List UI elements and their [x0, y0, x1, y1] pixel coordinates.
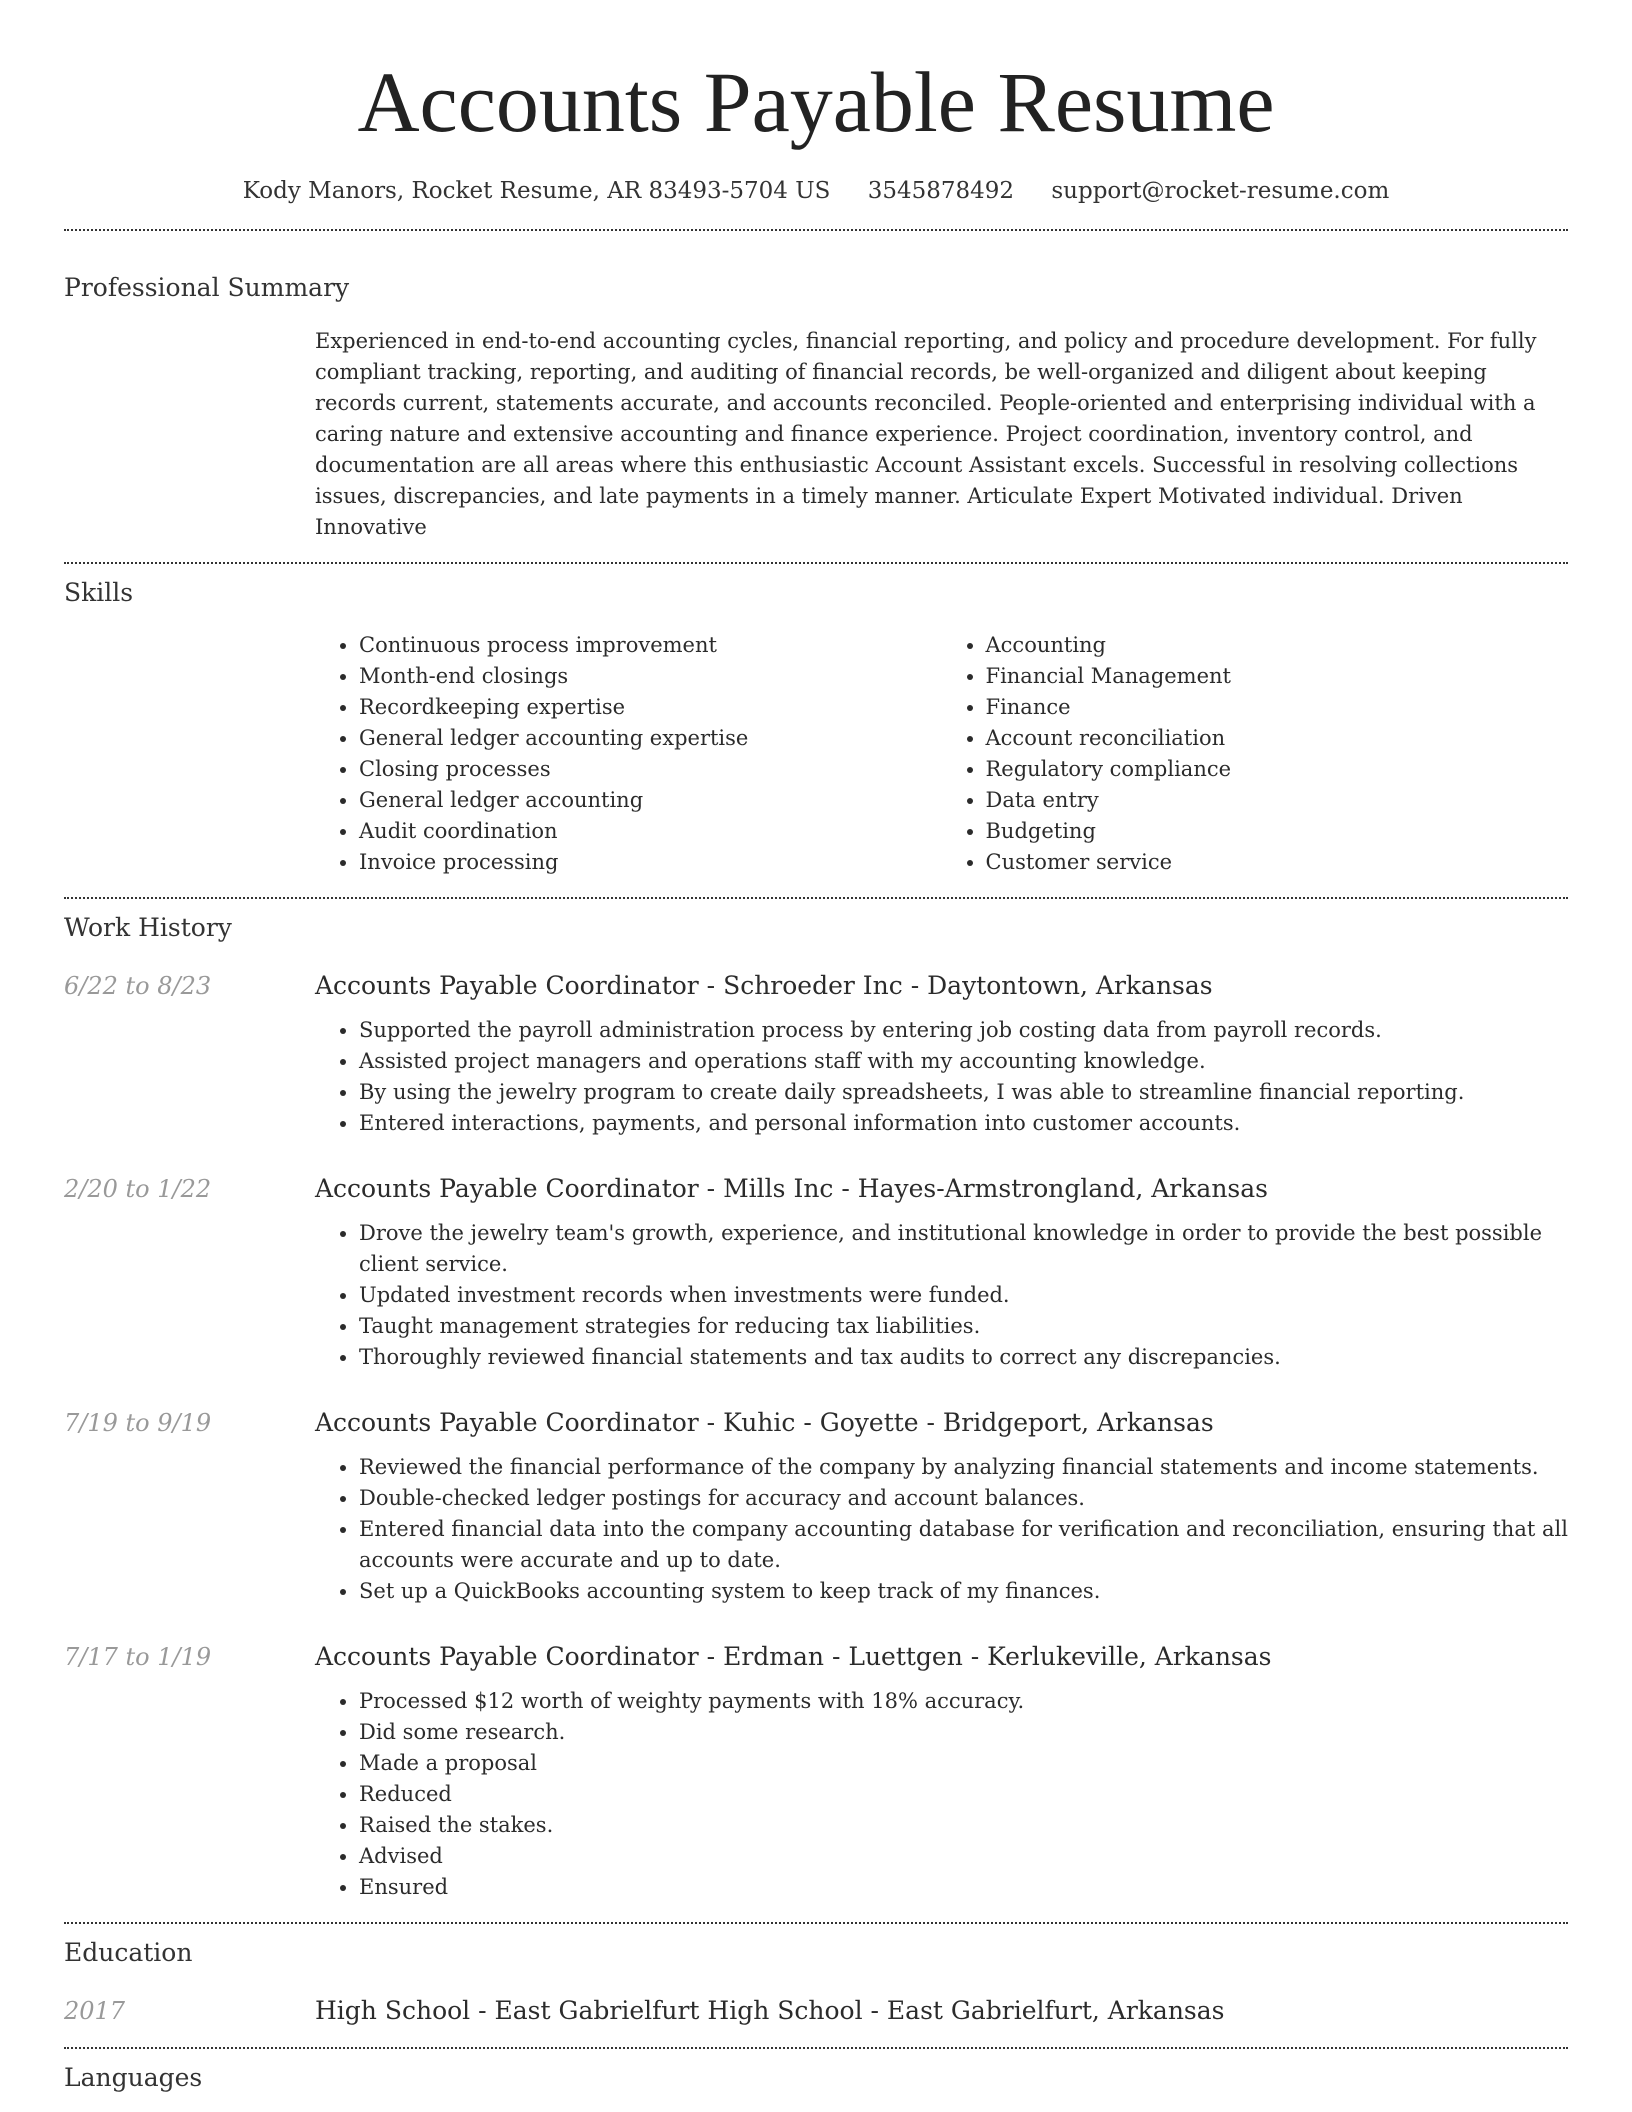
job-bullet: • Updated investment records when investments were funded.: [359, 1280, 1568, 1311]
contact-line: [64, 174, 1568, 208]
job-bullet: • Raised the stakes.: [359, 1810, 1568, 1841]
skill-item: • Month-end closings: [359, 661, 942, 692]
job-bullets: [315, 1218, 1568, 1373]
skills-columns: [315, 630, 1568, 878]
job-title: Accounts Payable Coordinator - Erdman - Luettgen - Kerlukeville, Arkansas: [315, 1642, 1272, 1671]
divider: [64, 897, 1568, 899]
resume-page: [64, 0, 1568, 2095]
job-bullet: • Reduced: [359, 1779, 1568, 1810]
skill-item: • General ledger accounting: [359, 785, 942, 816]
education-section: [64, 1936, 1568, 2028]
skills-list-left: [315, 630, 942, 878]
work-section: [64, 911, 1568, 1903]
job-bullet: • Entered financial data into the company accounting database for verification and reconciliation, ensuring that all accounts were accurate and up to date.: [359, 1514, 1568, 1576]
job-dates: 2/20 to 1/22: [64, 1175, 212, 1203]
job-bullet: • Entered interactions, payments, and personal information into customer accounts.: [359, 1108, 1568, 1139]
skill-item: • Accounting: [986, 630, 1569, 661]
skill-item: • Account reconciliation: [986, 723, 1569, 754]
skill-item: • Finance: [986, 692, 1569, 723]
education-title: High School - East Gabrielfurt High School - East Gabrielfurt, Arkansas: [315, 1996, 1225, 2025]
divider: [64, 2047, 1568, 2049]
job-bullets: [315, 1452, 1568, 1607]
skills-section: [64, 576, 1568, 878]
job-title: Accounts Payable Coordinator - Schroeder Inc - Daytontown, Arkansas: [315, 971, 1213, 1000]
skill-item: • Customer service: [986, 847, 1569, 878]
job-bullet: • Supported the payroll administration process by entering job costing data from payroll records.: [359, 1015, 1568, 1046]
job-bullets: [315, 1015, 1568, 1139]
skills-list-right: [942, 630, 1569, 878]
skill-item: • Budgeting: [986, 816, 1569, 847]
job-bullet: • Did some research.: [359, 1717, 1568, 1748]
job-bullet: • Drove the jewelry team's growth, experience, and institutional knowledge in order to provide the best possible client service.: [359, 1218, 1568, 1280]
job-bullet: • Double-checked ledger postings for accuracy and account balances.: [359, 1483, 1568, 1514]
skill-item: • Invoice processing: [359, 847, 942, 878]
divider: [64, 562, 1568, 564]
contact-email: support@rocket-resume.com: [1051, 178, 1390, 204]
skill-item: • Financial Management: [986, 661, 1569, 692]
job-dates: 7/19 to 9/19: [64, 1409, 212, 1437]
job-bullets: [315, 1686, 1568, 1903]
summary-text: Experienced in end-to-end accounting cycles, financial reporting, and policy and procedure development. For fully compliant tracking, reporting, and auditing of financial records, be well-organized and diligent about keeping records current, statements accurate, and accounts reconciled. People-oriented and enterprising individual with a caring nature and extensive accounting and finance experience. Project coordination, inventory control, and documentation are all areas where this enthusiastic Account Assistant excels. Successful in resolving collections issues, discrepancies, and late payments in a timely manner. Articulate Expert Motivated individual. Driven Innovative: [315, 329, 1537, 539]
skill-item: • Data entry: [986, 785, 1569, 816]
job-bullet: • Thoroughly reviewed financial statements and tax audits to correct any discrepancies.: [359, 1342, 1568, 1373]
job-bullet: • Reviewed the financial performance of the company by analyzing financial statements and income statements.: [359, 1452, 1568, 1483]
divider: [64, 229, 1568, 231]
job-title: Accounts Payable Coordinator - Kuhic - Goyette - Bridgeport, Arkansas: [315, 1408, 1214, 1437]
contact-phone: 3545878492: [867, 178, 1015, 204]
job-bullet: • Advised: [359, 1841, 1568, 1872]
summary-section: [64, 271, 1568, 543]
summary-heading: Professional Summary: [64, 273, 350, 302]
job-title: Accounts Payable Coordinator - Mills Inc - Hayes-Armstrongland, Arkansas: [315, 1174, 1268, 1203]
job-entry: [64, 1640, 1568, 1903]
job-entry: [64, 969, 1568, 1139]
job-entry: [64, 1172, 1568, 1373]
skills-heading: Skills: [64, 578, 134, 607]
skill-item: • Recordkeeping expertise: [359, 692, 942, 723]
languages-heading: Languages: [64, 2063, 203, 2092]
divider: [64, 1922, 1568, 1924]
job-bullet: • Ensured: [359, 1872, 1568, 1903]
education-year: 2017: [64, 1997, 126, 2025]
contact-address: Kody Manors, Rocket Resume, AR 83493-5704 US: [242, 178, 831, 204]
job-dates: 7/17 to 1/19: [64, 1643, 212, 1671]
skill-item: • Audit coordination: [359, 816, 942, 847]
work-heading: Work History: [64, 913, 232, 942]
job-entry: [64, 1406, 1568, 1607]
job-bullet: • Made a proposal: [359, 1748, 1568, 1779]
skill-item: • Closing processes: [359, 754, 942, 785]
job-bullet: • By using the jewelry program to create daily spreadsheets, I was able to streamline financial reporting.: [359, 1077, 1568, 1108]
education-entry: [64, 1994, 1568, 2028]
languages-section: [64, 2061, 1568, 2095]
job-bullet: • Assisted project managers and operations staff with my accounting knowledge.: [359, 1046, 1568, 1077]
skill-item: • Continuous process improvement: [359, 630, 942, 661]
skill-item: • General ledger accounting expertise: [359, 723, 942, 754]
education-heading: Education: [64, 1938, 193, 1967]
job-bullet: • Taught management strategies for reducing tax liabilities.: [359, 1311, 1568, 1342]
job-bullet: • Processed $12 worth of weighty payments with 18% accuracy.: [359, 1686, 1568, 1717]
skill-item: • Regulatory compliance: [986, 754, 1569, 785]
job-bullet: • Set up a QuickBooks accounting system to keep track of my finances.: [359, 1576, 1568, 1607]
job-dates: 6/22 to 8/23: [64, 972, 212, 1000]
resume-title: Accounts Payable Resume: [357, 54, 1275, 150]
